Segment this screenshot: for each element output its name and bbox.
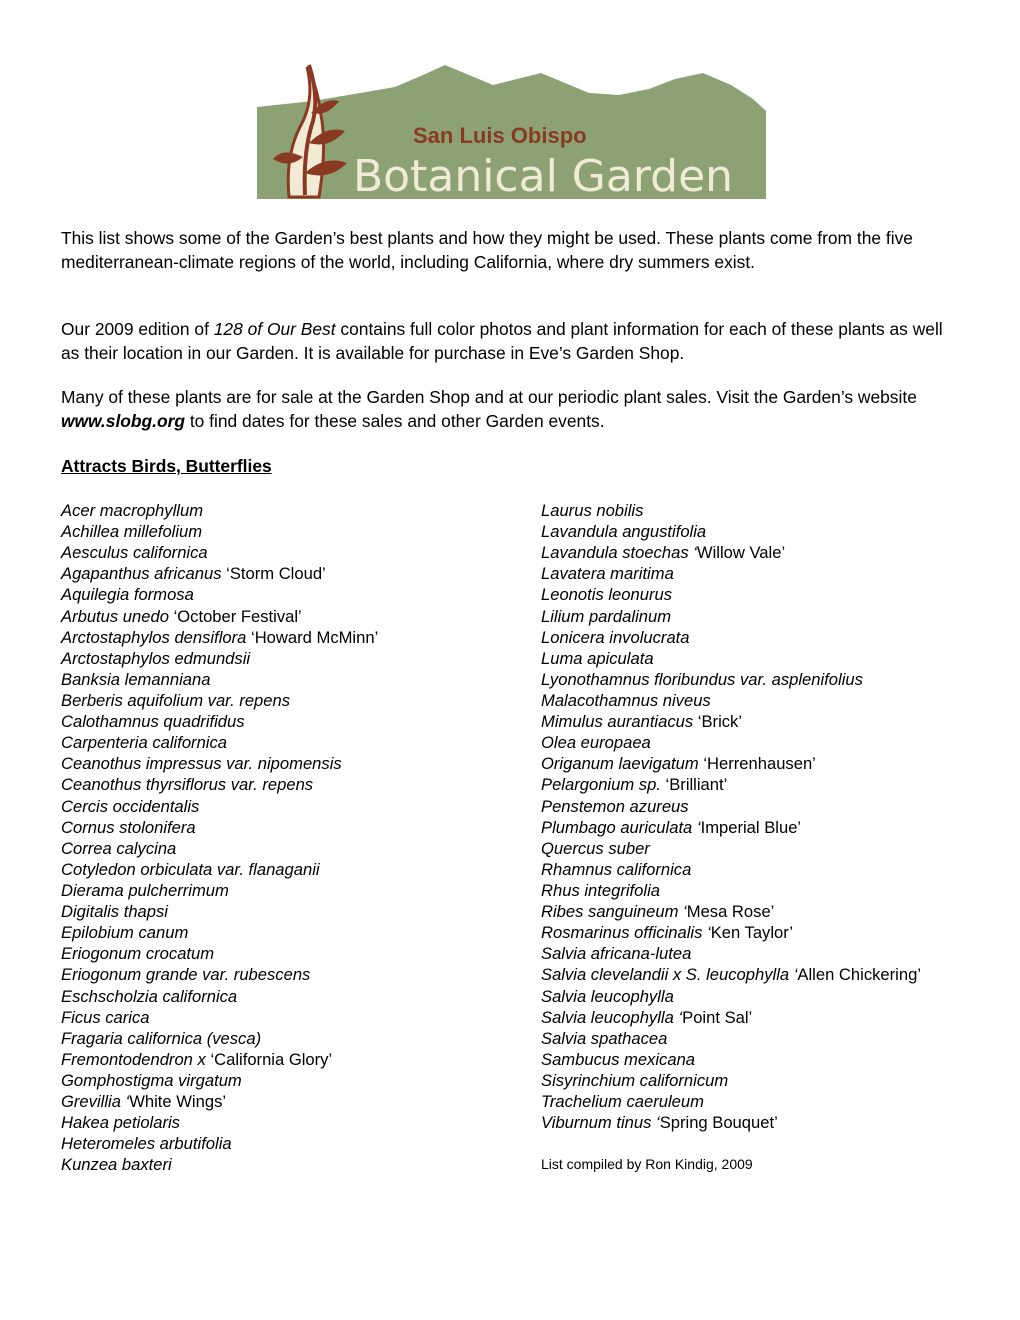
- plant-scientific-name: Gomphostigma virgatum: [61, 1070, 242, 1090]
- plant-list-item: [541, 606, 921, 627]
- logo-title: Botanical Garden: [353, 151, 734, 201]
- plant-scientific-name: Ceanothus impressus var. nipomensis: [61, 754, 342, 774]
- plant-list-item: [541, 584, 921, 605]
- plant-scientific-name: Eschscholzia californica: [61, 986, 238, 1006]
- book-title: 128 of Our Best: [213, 319, 336, 339]
- plant-list-item: [61, 796, 378, 817]
- plant-list-item: [541, 542, 921, 563]
- plant-list-item: [541, 1028, 921, 1049]
- plant-scientific-name: Lyonothamnus floribundus var. asplenifolius: [541, 669, 863, 689]
- plant-list-item: [541, 1007, 921, 1028]
- plant-list-item: [61, 711, 378, 732]
- plant-scientific-name: Penstemon azureus: [541, 796, 689, 816]
- plant-scientific-name: Grevillia ‘: [61, 1092, 130, 1112]
- plant-scientific-name: Leonotis leonurus: [541, 585, 672, 605]
- intro-paragraph-1: This list shows some of the Garden’s best plants and how they might be used. These plants come from the five mediterranean-climate regions of the world, including California, where dry summers exist.: [61, 228, 913, 272]
- credit-line: List compiled by Ron Kindig, 2009: [541, 1156, 753, 1172]
- plant-list-item: [61, 669, 378, 690]
- plant-list-item: [541, 817, 921, 838]
- plant-scientific-name: Fremontodendron x: [61, 1049, 206, 1069]
- plant-scientific-name: Pelargonium sp.: [541, 775, 661, 795]
- plant-list-item: [541, 922, 921, 943]
- plant-cultivar-name: ‘Herrenhausen’: [698, 754, 816, 774]
- plant-list-item: [541, 732, 921, 753]
- plant-list-item: [541, 669, 921, 690]
- plant-scientific-name: Banksia lemanniana: [61, 669, 211, 689]
- plant-list-left: [61, 500, 378, 1176]
- plant-list-item: [61, 627, 378, 648]
- plant-list-item: [541, 964, 921, 985]
- plant-list-item: [61, 521, 378, 542]
- plant-scientific-name: Luma apiculata: [541, 648, 654, 668]
- plant-list-item: [61, 1112, 378, 1133]
- plant-list-item: [541, 563, 921, 584]
- plant-scientific-name: Eriogonum grande var. rubescens: [61, 965, 311, 985]
- plant-scientific-name: Cotyledon orbiculata var. flanaganii: [61, 859, 320, 879]
- plant-scientific-name: Olea europaea: [541, 733, 651, 753]
- plant-list-item: [61, 1133, 378, 1154]
- plant-list-item: [61, 563, 378, 584]
- plant-list-item: [61, 606, 378, 627]
- plant-scientific-name: Kunzea baxteri: [61, 1155, 172, 1175]
- plant-scientific-name: Agapanthus africanus: [61, 564, 222, 584]
- plant-scientific-name: Heteromeles arbutifolia: [61, 1134, 232, 1154]
- plant-list-item: [61, 817, 378, 838]
- plant-scientific-name: Eriogonum crocatum: [61, 944, 215, 964]
- logo-subtitle: San Luis Obispo: [413, 123, 587, 148]
- plant-list-item: [61, 986, 378, 1007]
- plant-scientific-name: Acer macrophyllum: [61, 501, 204, 520]
- plant-scientific-name: Rhamnus californica: [541, 859, 692, 879]
- plant-scientific-name: Lonicera involucrata: [541, 627, 690, 647]
- plant-scientific-name: Aquilegia formosa: [61, 585, 194, 605]
- plant-list-item: [541, 901, 921, 922]
- plant-list-item: [541, 859, 921, 880]
- plant-scientific-name: Arbutus unedo: [61, 606, 169, 626]
- plant-cultivar-name: Spring Bouquet’: [659, 1113, 778, 1133]
- plant-scientific-name: Mimulus aurantiacus: [541, 712, 694, 732]
- plant-cultivar-name: Willow Vale’: [696, 543, 786, 563]
- p2-text-start: Our 2009 edition of: [61, 319, 214, 339]
- plant-scientific-name: Epilobium canum: [61, 923, 189, 943]
- plant-list-item: [61, 1091, 378, 1112]
- plant-scientific-name: Trachelium caeruleum: [541, 1092, 704, 1112]
- plant-scientific-name: Quercus suber: [541, 838, 650, 858]
- plant-list-item: [541, 1070, 921, 1091]
- plant-scientific-name: Carpenteria californica: [61, 733, 228, 753]
- plant-list-item: [541, 753, 921, 774]
- plant-scientific-name: Origanum laevigatum: [541, 754, 699, 774]
- plant-list-item: [541, 627, 921, 648]
- plant-list-item: [541, 521, 921, 542]
- plant-scientific-name: Ribes sanguineum ‘: [541, 902, 687, 922]
- plant-list-item: [61, 584, 378, 605]
- plant-list-item: [541, 943, 921, 964]
- plant-cultivar-name: ‘Brilliant’: [660, 775, 728, 795]
- plant-cultivar-name: Point Sal’: [682, 1007, 753, 1027]
- plant-list-item: [61, 1049, 378, 1070]
- plant-scientific-name: Lavandula angustifolia: [541, 522, 707, 542]
- plant-list-item: [541, 1112, 921, 1133]
- plant-scientific-name: Hakea petiolaris: [61, 1113, 180, 1133]
- plant-scientific-name: Calothamnus quadrifidus: [61, 712, 245, 732]
- plant-list-item: [61, 922, 378, 943]
- p3-text-start: Many of these plants are for sale at the Garden Shop and at our periodic plant sales. Visit the Garden’s website: [61, 387, 917, 407]
- website-link[interactable]: www.slobg.org: [61, 410, 185, 431]
- plant-cultivar-name: White Wings’: [129, 1092, 227, 1112]
- plant-scientific-name: Rhus integrifolia: [541, 880, 660, 900]
- plant-cultivar-name: ‘October Festival’: [168, 606, 302, 626]
- plant-scientific-name: Cornus stolonifera: [61, 817, 196, 837]
- plant-list-item: [541, 774, 921, 795]
- plant-list-item: [61, 1028, 378, 1049]
- plant-list-item: [61, 880, 378, 901]
- plant-cultivar-name: ‘California Glory’: [205, 1049, 333, 1069]
- plant-scientific-name: Viburnum tinus ‘: [541, 1113, 660, 1133]
- plant-scientific-name: Correa calycina: [61, 838, 177, 858]
- plant-list-item: [541, 690, 921, 711]
- plant-list-item: [541, 1049, 921, 1070]
- plant-scientific-name: Lavandula stoechas ‘: [541, 543, 697, 563]
- plant-list-item: [61, 648, 378, 669]
- plant-list-item: [541, 796, 921, 817]
- plant-cultivar-name: Imperial Blue’: [700, 817, 802, 837]
- intro-paragraph-3: [61, 386, 961, 433]
- p2-text-end: contains full color photos and plant information for each of these plants as well as their location in our Garden. It is available for purchase in Eve’s Garden Shop.: [61, 319, 943, 363]
- plant-scientific-name: Arctostaphylos densiflora: [61, 627, 247, 647]
- plant-list-item: [61, 943, 378, 964]
- plant-list-item: [541, 1091, 921, 1112]
- plant-scientific-name: Ficus carica: [61, 1007, 150, 1027]
- plant-list-item: [541, 711, 921, 732]
- plant-list-item: [61, 774, 378, 795]
- plant-scientific-name: Salvia leucophylla: [541, 986, 674, 1006]
- plant-cultivar-name: ‘Brick’: [693, 712, 743, 732]
- plant-list-item: [541, 838, 921, 859]
- plant-scientific-name: Fragaria californica (vesca): [61, 1028, 262, 1048]
- plant-scientific-name: Berberis aquifolium var. repens: [61, 690, 291, 710]
- p3-text-end: to find dates for these sales and other Garden events.: [184, 410, 605, 431]
- plant-scientific-name: Salvia leucophylla ‘: [541, 1007, 683, 1027]
- plant-scientific-name: Salvia africana-lutea: [541, 944, 692, 964]
- plant-list-item: [61, 542, 378, 563]
- plant-scientific-name: Achillea millefolium: [61, 522, 203, 542]
- plant-list-item: [61, 1154, 378, 1175]
- plant-cultivar-name: Mesa Rose’: [686, 902, 775, 922]
- plant-list-item: [541, 880, 921, 901]
- plant-cultivar-name: Allen Chickering’: [797, 965, 922, 985]
- plant-scientific-name: Aesculus californica: [61, 543, 208, 563]
- plant-scientific-name: Lavatera maritima: [541, 564, 674, 584]
- plant-scientific-name: Laurus nobilis: [541, 501, 644, 520]
- plant-list-item: [61, 1070, 378, 1091]
- plant-scientific-name: Digitalis thapsi: [61, 902, 168, 922]
- plant-scientific-name: Ceanothus thyrsiflorus var. repens: [61, 775, 314, 795]
- plant-cultivar-name: ‘Howard McMinn’: [246, 627, 379, 647]
- plant-scientific-name: Arctostaphylos edmundsii: [61, 648, 251, 668]
- plant-cultivar-name: ‘Storm Cloud’: [221, 564, 326, 584]
- plant-list-item: [61, 690, 378, 711]
- plant-list-item: [541, 648, 921, 669]
- plant-list-item: [541, 500, 921, 521]
- section-heading: Attracts Birds, Butterflies: [61, 456, 272, 476]
- plant-list-item: [61, 732, 378, 753]
- plant-cultivar-name: Ken Taylor’: [710, 923, 794, 943]
- plant-list-item: [61, 859, 378, 880]
- plant-scientific-name: Salvia spathacea: [541, 1028, 668, 1048]
- plant-scientific-name: Salvia clevelandii x S. leucophylla ‘: [541, 965, 798, 985]
- plant-list-item: [61, 753, 378, 774]
- plant-scientific-name: Rosmarinus officinalis ‘: [541, 923, 711, 943]
- plant-scientific-name: Sambucus mexicana: [541, 1049, 696, 1069]
- plant-scientific-name: Dierama pulcherrimum: [61, 880, 229, 900]
- plant-list-item: [61, 1007, 378, 1028]
- plant-list-item: [61, 500, 378, 521]
- plant-list-item: [61, 964, 378, 985]
- plant-list-item: [61, 901, 378, 922]
- intro-paragraph-2: [61, 318, 961, 365]
- plant-list-right: [541, 500, 921, 1133]
- plant-scientific-name: Malacothamnus niveus: [541, 690, 711, 710]
- plant-scientific-name: Lilium pardalinum: [541, 606, 672, 626]
- plant-scientific-name: Sisyrinchium californicum: [541, 1070, 729, 1090]
- logo-graphic: [255, 55, 768, 201]
- plant-list-item: [541, 986, 921, 1007]
- plant-scientific-name: Cercis occidentalis: [61, 796, 200, 816]
- plant-scientific-name: Plumbago auriculata ‘: [541, 817, 701, 837]
- garden-logo: [255, 55, 768, 201]
- plant-list-item: [61, 838, 378, 859]
